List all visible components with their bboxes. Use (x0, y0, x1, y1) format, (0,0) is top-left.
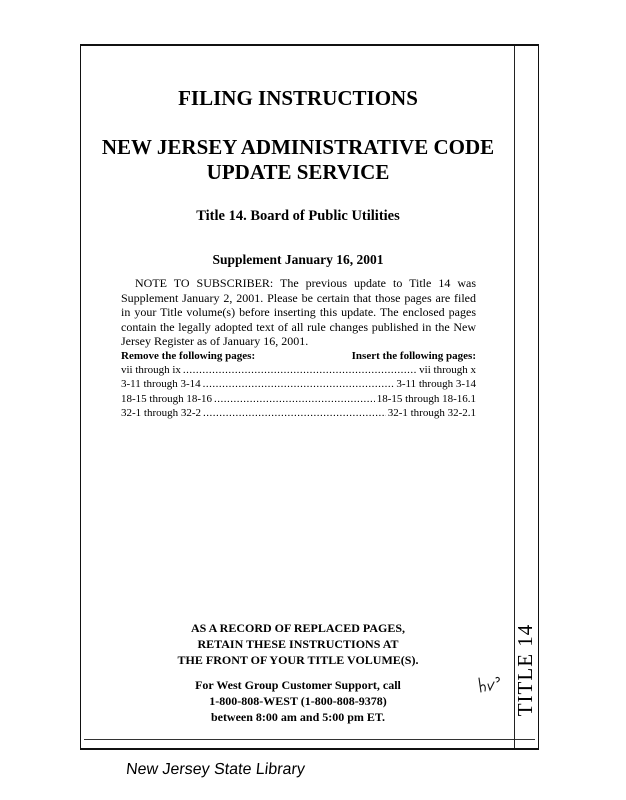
leader-dots (183, 364, 417, 376)
leader-dots (214, 393, 375, 405)
code-title-line-2: UPDATE SERVICE (206, 160, 390, 184)
leader-dots (203, 378, 395, 390)
subscriber-note-text: NOTE TO SUBSCRIBER: The previous update to Title 14 was Supplement January 2, 2001. Please be certain that those pages are filed in your Title volume(s) before inserting this update. The enclosed pages contain the legally adopted text of all rule changes published in the New Jersey Register as of January 16, 2001. (121, 276, 476, 348)
retain-notice (82, 620, 514, 668)
support-info (82, 677, 514, 725)
table-row (121, 407, 476, 421)
insert-pages-cell: vii through x (419, 364, 476, 376)
support-line-2: 1-800-808-WEST (1-800-808-9378) (209, 694, 387, 708)
handwritten-initials (476, 674, 506, 696)
title-line: Title 14. Board of Public Utilities (196, 208, 400, 224)
supplement-date: Supplement January 16, 2001 (212, 252, 384, 267)
support-line-3: between 8:00 am and 5:00 pm ET. (210, 710, 386, 724)
code-title (82, 135, 514, 185)
support-line-1: For West Group Customer Support, call (195, 678, 401, 692)
subscriber-note (121, 276, 476, 349)
pages-header (121, 350, 476, 362)
remove-pages-cell: 3-11 through 3-14 (121, 378, 201, 391)
retain-line-3: THE FRONT OF YOUR TITLE VOLUME(S). (177, 653, 419, 667)
page-heading: FILING INSTRUCTIONS (178, 86, 418, 110)
library-stamp: New Jersey State Library (125, 761, 306, 778)
table-row (121, 378, 476, 392)
remove-pages-cell: vii through ix (121, 364, 181, 376)
remove-pages-cell: 32-1 through 32-2 (121, 407, 202, 420)
bottom-rule (84, 739, 535, 740)
retain-line-2: RETAIN THESE INSTRUCTIONS AT (197, 637, 399, 651)
remove-pages-header: Remove the following pages: (121, 350, 256, 362)
insert-pages-cell: 18-15 through 18-16.1 (376, 392, 476, 405)
table-row (121, 393, 476, 407)
retain-line-1: AS A RECORD OF REPLACED PAGES, (190, 621, 406, 635)
insert-pages-cell: 32-1 through 32-2.1 (387, 407, 476, 420)
pages-table (121, 364, 476, 422)
title-tab-label: TITLE 14 (513, 623, 537, 717)
code-title-line-1: NEW JERSEY ADMINISTRATIVE CODE (101, 135, 495, 159)
remove-pages-cell: 18-15 through 18-16 (121, 392, 213, 405)
insert-pages-cell: 3-11 through 3-14 (396, 378, 476, 391)
table-row (121, 364, 476, 378)
insert-pages-header: Insert the following pages: (351, 350, 476, 362)
leader-dots (203, 407, 386, 419)
